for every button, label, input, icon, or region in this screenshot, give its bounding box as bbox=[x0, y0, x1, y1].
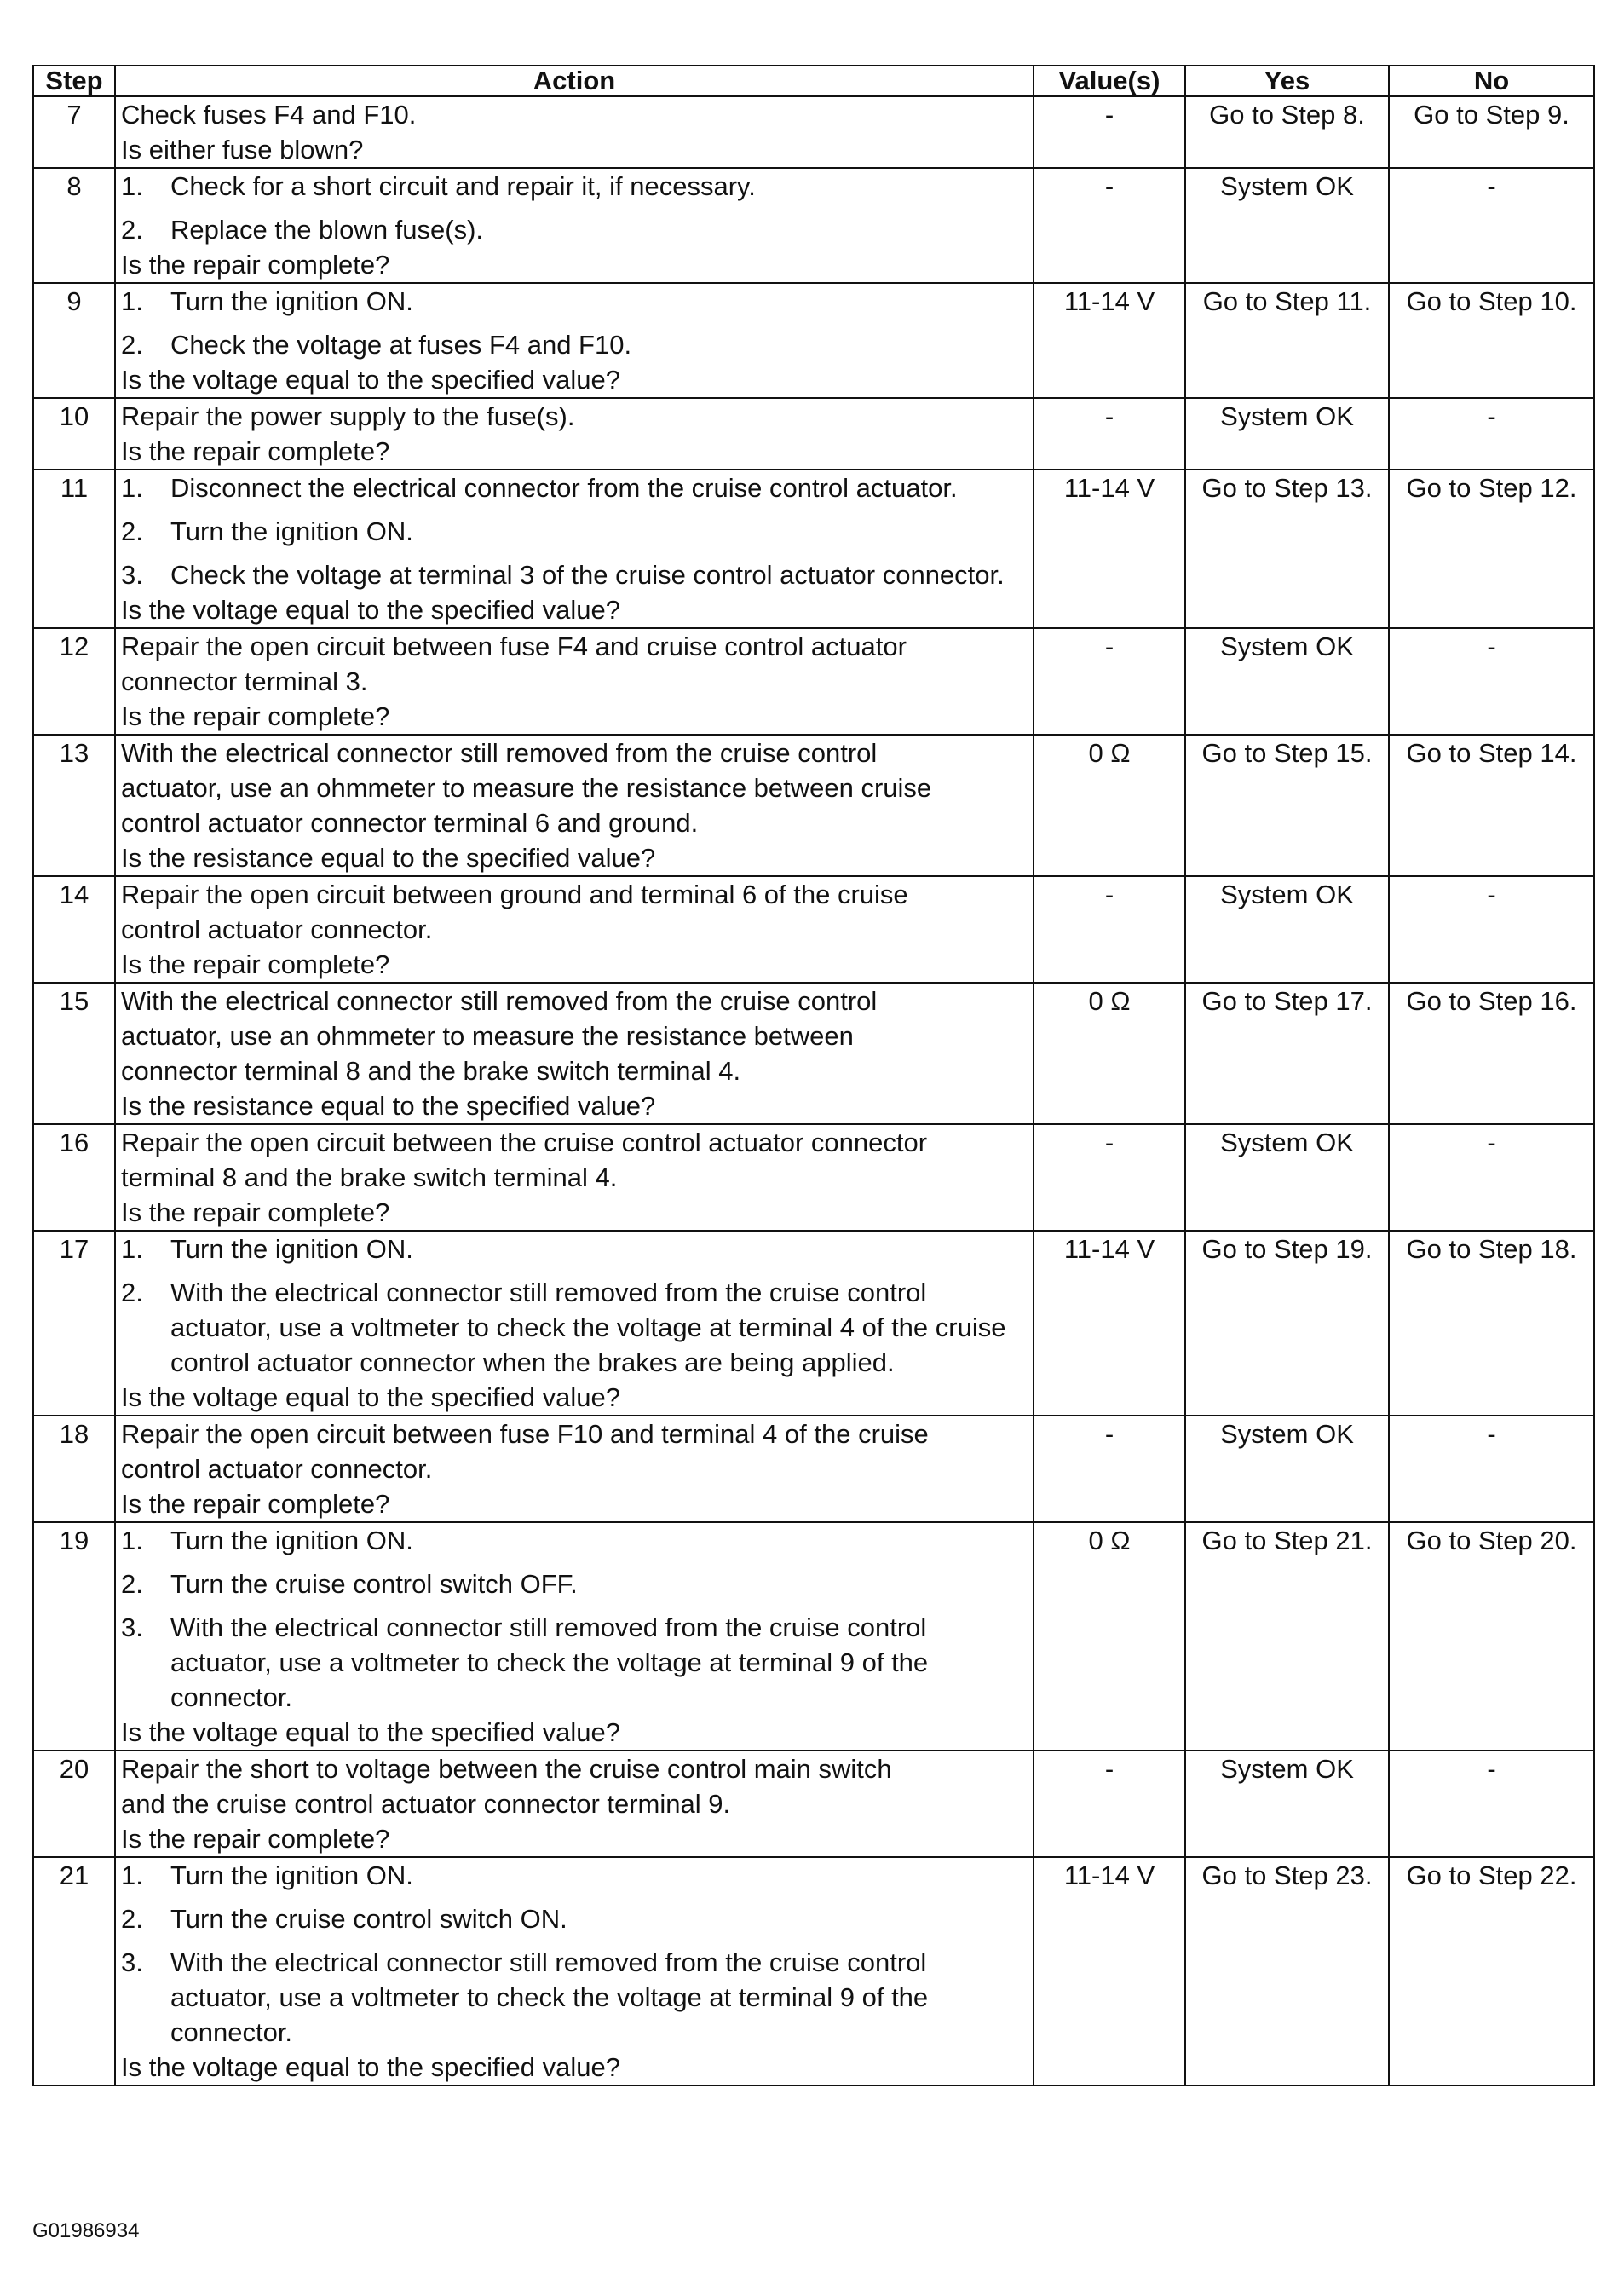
no-cell: Go to Step 14. bbox=[1389, 735, 1594, 876]
step-number: 15 bbox=[33, 983, 115, 1124]
figure-code: G01986934 bbox=[32, 2219, 140, 2242]
value-cell: 11-14 V bbox=[1034, 1857, 1185, 2085]
action-text: connector terminal 8 and the brake switch terminal 4. bbox=[121, 1056, 741, 1086]
action-step-number: 2. bbox=[121, 1904, 143, 1934]
yes-cell: Go to Step 13. bbox=[1185, 470, 1389, 628]
action-steps bbox=[121, 1858, 1029, 2050]
step-number: 14 bbox=[33, 876, 115, 983]
table-row bbox=[33, 470, 1594, 628]
value-cell: 11-14 V bbox=[1034, 1231, 1185, 1416]
action-text: Repair the open circuit between the cruise control actuator connector bbox=[121, 1128, 928, 1157]
action-question: Is the repair complete? bbox=[121, 250, 390, 280]
value-cell: - bbox=[1034, 628, 1185, 735]
action-question: Is the resistance equal to the specified value? bbox=[121, 843, 656, 873]
action-step bbox=[121, 514, 1029, 549]
table-row bbox=[33, 1857, 1594, 2085]
action-question: Is the voltage equal to the specified value? bbox=[121, 1382, 620, 1412]
value-cell: - bbox=[1034, 168, 1185, 283]
action-step-number: 3. bbox=[121, 560, 143, 590]
step-number: 20 bbox=[33, 1751, 115, 1857]
action-step-text: Turn the cruise control switch ON. bbox=[170, 1904, 567, 1934]
no-cell: Go to Step 12. bbox=[1389, 470, 1594, 628]
action-steps bbox=[121, 1232, 1029, 1380]
action-text: Repair the open circuit between fuse F10 and terminal 4 of the cruise bbox=[121, 1419, 929, 1449]
action-step-number: 2. bbox=[121, 1569, 143, 1599]
value-cell: 0 Ω bbox=[1034, 735, 1185, 876]
action-text: With the electrical connector still removed from the cruise control bbox=[121, 738, 878, 768]
action-step bbox=[121, 1945, 1029, 2050]
action-steps bbox=[121, 1523, 1029, 1715]
action-step bbox=[121, 169, 1029, 204]
action-step-text: Turn the ignition ON. bbox=[170, 1526, 413, 1555]
no-cell: - bbox=[1389, 1124, 1594, 1231]
action-text: and the cruise control actuator connector terminal 9. bbox=[121, 1789, 731, 1819]
value-cell: - bbox=[1034, 1416, 1185, 1522]
yes-cell: Go to Step 23. bbox=[1185, 1857, 1389, 2085]
diagnostic-table bbox=[32, 65, 1595, 2086]
step-number: 7 bbox=[33, 96, 115, 168]
value-cell: - bbox=[1034, 96, 1185, 168]
table-row bbox=[33, 1231, 1594, 1416]
action-question: Is the resistance equal to the specified value? bbox=[121, 1091, 656, 1121]
action-step bbox=[121, 1566, 1029, 1601]
yes-cell: Go to Step 15. bbox=[1185, 735, 1389, 876]
no-cell: - bbox=[1389, 1416, 1594, 1522]
value-cell: 11-14 V bbox=[1034, 470, 1185, 628]
action-cell bbox=[115, 470, 1034, 628]
action-text: terminal 8 and the brake switch terminal 4. bbox=[121, 1162, 618, 1192]
no-cell: - bbox=[1389, 398, 1594, 470]
action-text: Repair the power supply to the fuse(s). bbox=[121, 401, 575, 431]
action-cell bbox=[115, 283, 1034, 398]
action-text: Check fuses F4 and F10. bbox=[121, 100, 417, 130]
action-steps bbox=[121, 284, 1029, 362]
action-text: control actuator connector terminal 6 and ground. bbox=[121, 808, 699, 838]
header-action: Action bbox=[115, 66, 1034, 96]
action-step-text: Turn the ignition ON. bbox=[170, 286, 413, 316]
action-step-text: Replace the blown fuse(s). bbox=[170, 215, 484, 245]
action-cell bbox=[115, 168, 1034, 283]
action-cell bbox=[115, 398, 1034, 470]
table-row bbox=[33, 283, 1594, 398]
value-cell: 0 Ω bbox=[1034, 1522, 1185, 1751]
action-step-text: With the electrical connector still removed from the cruise control actuator, use a voltmeter to check the voltage at terminal 9 of the connector. bbox=[170, 1612, 929, 1712]
action-text: actuator, use an ohmmeter to measure the resistance between cruise bbox=[121, 773, 932, 803]
action-question: Is the voltage equal to the specified value? bbox=[121, 2052, 620, 2082]
table-row bbox=[33, 983, 1594, 1124]
action-step-number: 1. bbox=[121, 473, 143, 503]
action-question: Is the repair complete? bbox=[121, 701, 390, 731]
action-cell bbox=[115, 1416, 1034, 1522]
action-question: Is the voltage equal to the specified value? bbox=[121, 1717, 620, 1747]
action-step-text: With the electrical connector still removed from the cruise control actuator, use a voltmeter to check the voltage at terminal 4 of the cruise control actuator connector when the brakes are being applied. bbox=[170, 1278, 1006, 1377]
no-cell: - bbox=[1389, 1751, 1594, 1857]
table-row bbox=[33, 1416, 1594, 1522]
action-step-number: 1. bbox=[121, 1234, 143, 1264]
action-cell bbox=[115, 628, 1034, 735]
step-number: 8 bbox=[33, 168, 115, 283]
header-values: Value(s) bbox=[1034, 66, 1185, 96]
no-cell: Go to Step 18. bbox=[1389, 1231, 1594, 1416]
step-number: 19 bbox=[33, 1522, 115, 1751]
value-cell: 11-14 V bbox=[1034, 283, 1185, 398]
value-cell: 0 Ω bbox=[1034, 983, 1185, 1124]
action-step-text: Disconnect the electrical connector from the cruise control actuator. bbox=[170, 473, 958, 503]
yes-cell: System OK bbox=[1185, 398, 1389, 470]
action-step bbox=[121, 212, 1029, 247]
action-steps bbox=[121, 169, 1029, 247]
action-step-text: Check the voltage at terminal 3 of the cruise control actuator connector. bbox=[170, 560, 1005, 590]
action-question: Is the repair complete? bbox=[121, 1197, 390, 1227]
step-number: 9 bbox=[33, 283, 115, 398]
action-question: Is the repair complete? bbox=[121, 436, 390, 466]
no-cell: Go to Step 10. bbox=[1389, 283, 1594, 398]
no-cell: Go to Step 16. bbox=[1389, 983, 1594, 1124]
action-step bbox=[121, 1232, 1029, 1266]
table-row bbox=[33, 735, 1594, 876]
action-step-number: 1. bbox=[121, 171, 143, 201]
action-step-number: 3. bbox=[121, 1612, 143, 1642]
no-cell: Go to Step 22. bbox=[1389, 1857, 1594, 2085]
action-question: Is either fuse blown? bbox=[121, 135, 364, 164]
action-step-number: 2. bbox=[121, 330, 143, 360]
action-step-number: 2. bbox=[121, 1278, 143, 1307]
action-step bbox=[121, 1901, 1029, 1936]
action-step-number: 1. bbox=[121, 1526, 143, 1555]
value-cell: - bbox=[1034, 1124, 1185, 1231]
no-cell: Go to Step 20. bbox=[1389, 1522, 1594, 1751]
yes-cell: Go to Step 11. bbox=[1185, 283, 1389, 398]
action-question: Is the repair complete? bbox=[121, 949, 390, 979]
action-text: Repair the short to voltage between the cruise control main switch bbox=[121, 1754, 892, 1784]
action-question: Is the voltage equal to the specified value? bbox=[121, 595, 620, 625]
table-body bbox=[33, 96, 1594, 2085]
table-row bbox=[33, 168, 1594, 283]
no-cell: - bbox=[1389, 876, 1594, 983]
yes-cell: System OK bbox=[1185, 168, 1389, 283]
header-row bbox=[33, 66, 1594, 96]
action-text: control actuator connector. bbox=[121, 914, 433, 944]
action-cell bbox=[115, 1231, 1034, 1416]
yes-cell: Go to Step 21. bbox=[1185, 1522, 1389, 1751]
action-question: Is the voltage equal to the specified value? bbox=[121, 365, 620, 395]
header-no: No bbox=[1389, 66, 1594, 96]
table-row bbox=[33, 1522, 1594, 1751]
step-number: 21 bbox=[33, 1857, 115, 2085]
action-step-number: 2. bbox=[121, 516, 143, 546]
table-row bbox=[33, 876, 1594, 983]
table-row bbox=[33, 628, 1594, 735]
action-cell bbox=[115, 983, 1034, 1124]
action-cell bbox=[115, 1857, 1034, 2085]
step-number: 13 bbox=[33, 735, 115, 876]
yes-cell: System OK bbox=[1185, 1751, 1389, 1857]
table-row bbox=[33, 1124, 1594, 1231]
action-step bbox=[121, 557, 1029, 592]
action-step-text: Check the voltage at fuses F4 and F10. bbox=[170, 330, 632, 360]
value-cell: - bbox=[1034, 1751, 1185, 1857]
no-cell: Go to Step 9. bbox=[1389, 96, 1594, 168]
value-cell: - bbox=[1034, 398, 1185, 470]
action-step bbox=[121, 1523, 1029, 1558]
step-number: 16 bbox=[33, 1124, 115, 1231]
header-yes: Yes bbox=[1185, 66, 1389, 96]
value-cell: - bbox=[1034, 876, 1185, 983]
header-step: Step bbox=[33, 66, 115, 96]
yes-cell: System OK bbox=[1185, 1124, 1389, 1231]
action-step bbox=[121, 1610, 1029, 1715]
yes-cell: Go to Step 17. bbox=[1185, 983, 1389, 1124]
step-number: 11 bbox=[33, 470, 115, 628]
action-steps bbox=[121, 470, 1029, 592]
action-cell bbox=[115, 96, 1034, 168]
action-step-text: Turn the ignition ON. bbox=[170, 516, 413, 546]
action-cell bbox=[115, 735, 1034, 876]
action-step-text: Turn the ignition ON. bbox=[170, 1234, 413, 1264]
action-text: actuator, use an ohmmeter to measure the resistance between bbox=[121, 1021, 854, 1051]
action-step-number: 2. bbox=[121, 215, 143, 245]
action-step-text: Turn the cruise control switch OFF. bbox=[170, 1569, 578, 1599]
action-step bbox=[121, 1858, 1029, 1893]
action-step bbox=[121, 470, 1029, 505]
table-row bbox=[33, 398, 1594, 470]
action-text: Repair the open circuit between ground and terminal 6 of the cruise bbox=[121, 880, 908, 909]
no-cell: - bbox=[1389, 168, 1594, 283]
action-step-text: With the electrical connector still removed from the cruise control actuator, use a voltmeter to check the voltage at terminal 9 of the connector. bbox=[170, 1947, 929, 2047]
action-cell bbox=[115, 1751, 1034, 1857]
table-row bbox=[33, 1751, 1594, 1857]
action-cell bbox=[115, 1124, 1034, 1231]
yes-cell: System OK bbox=[1185, 876, 1389, 983]
action-text: With the electrical connector still removed from the cruise control bbox=[121, 986, 878, 1016]
step-number: 17 bbox=[33, 1231, 115, 1416]
action-step-number: 1. bbox=[121, 286, 143, 316]
action-step bbox=[121, 1275, 1029, 1380]
step-number: 12 bbox=[33, 628, 115, 735]
yes-cell: System OK bbox=[1185, 1416, 1389, 1522]
action-text: Repair the open circuit between fuse F4 and cruise control actuator bbox=[121, 632, 907, 661]
table-row bbox=[33, 96, 1594, 168]
action-text: connector terminal 3. bbox=[121, 666, 368, 696]
no-cell: - bbox=[1389, 628, 1594, 735]
action-cell bbox=[115, 1522, 1034, 1751]
yes-cell: System OK bbox=[1185, 628, 1389, 735]
action-cell bbox=[115, 876, 1034, 983]
action-step-text: Turn the ignition ON. bbox=[170, 1860, 413, 1890]
action-step bbox=[121, 327, 1029, 362]
step-number: 10 bbox=[33, 398, 115, 470]
action-step-number: 1. bbox=[121, 1860, 143, 1890]
action-step-text: Check for a short circuit and repair it, if necessary. bbox=[170, 171, 756, 201]
action-step-number: 3. bbox=[121, 1947, 143, 1977]
yes-cell: Go to Step 19. bbox=[1185, 1231, 1389, 1416]
action-question: Is the repair complete? bbox=[121, 1824, 390, 1854]
action-step bbox=[121, 284, 1029, 319]
yes-cell: Go to Step 8. bbox=[1185, 96, 1389, 168]
action-question: Is the repair complete? bbox=[121, 1489, 390, 1519]
action-text: control actuator connector. bbox=[121, 1454, 433, 1484]
step-number: 18 bbox=[33, 1416, 115, 1522]
